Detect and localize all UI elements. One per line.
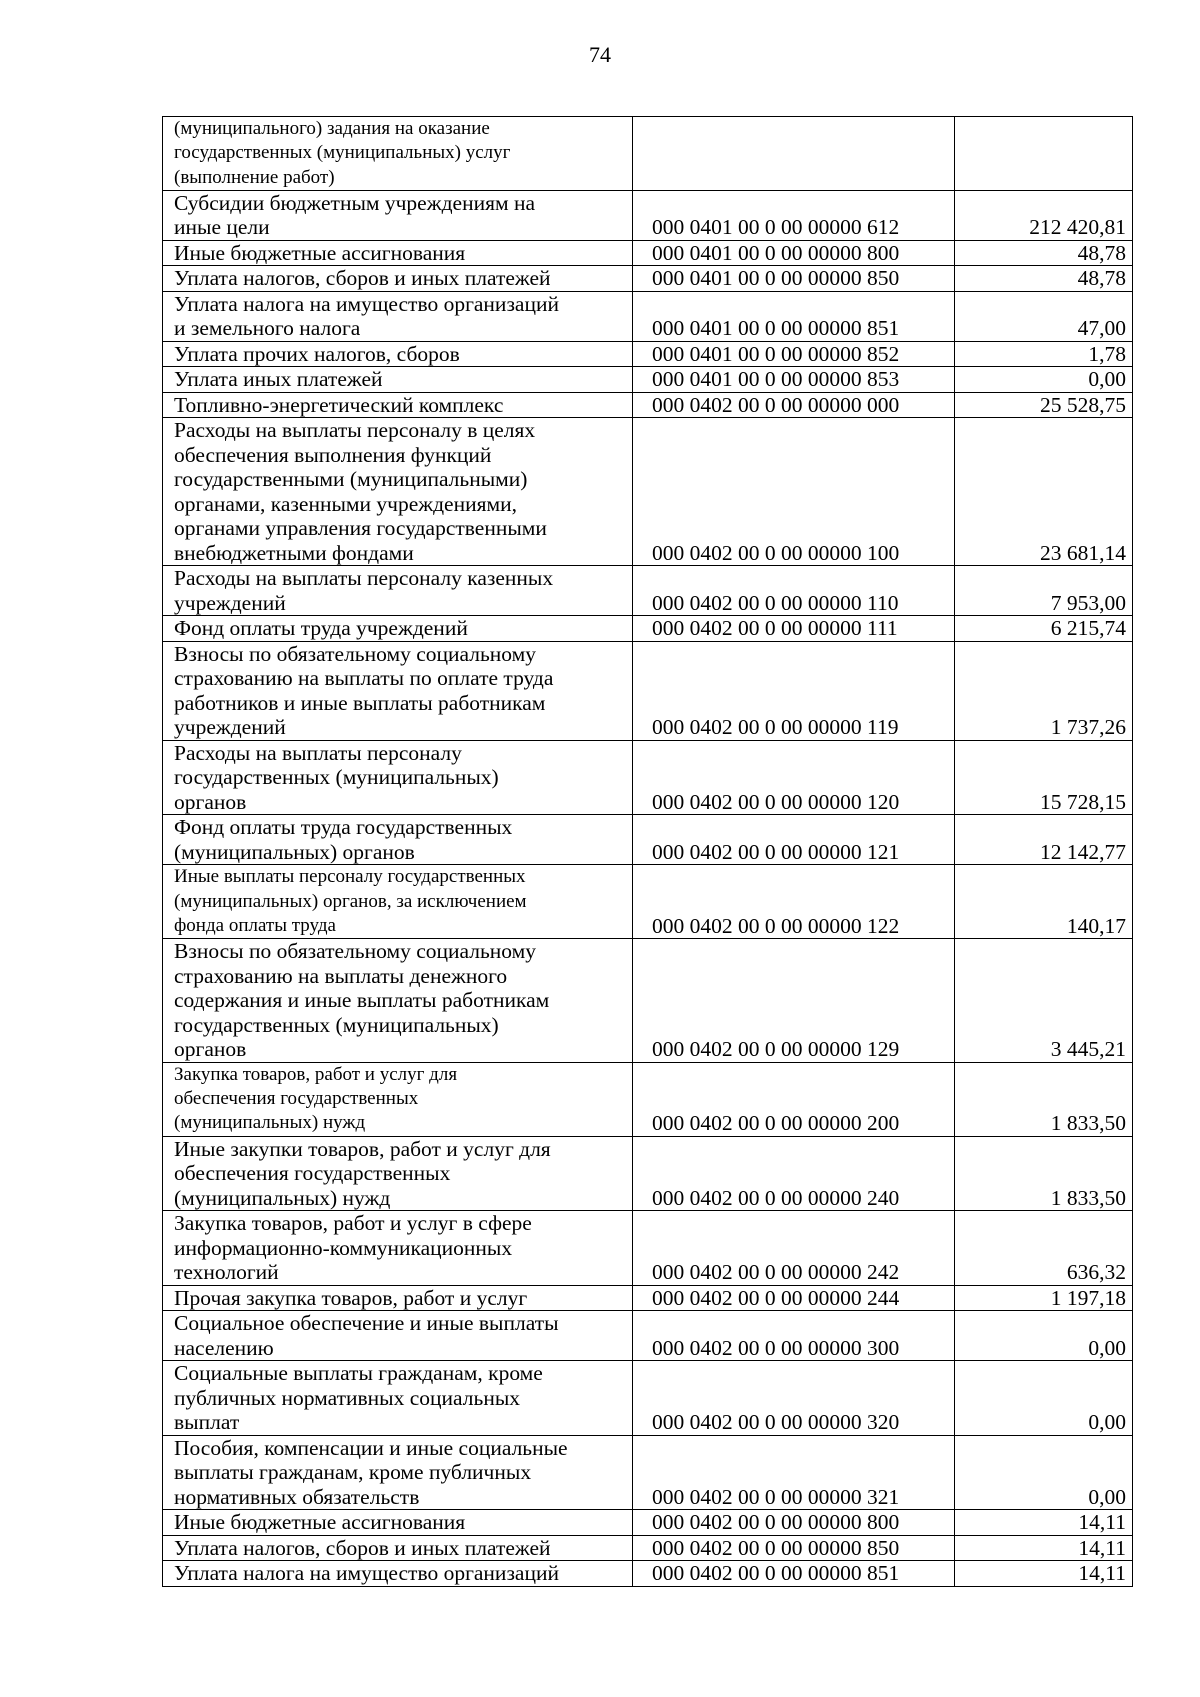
expense-name-cell: Расходы на выплаты персоналу государственных (муниципальных) органов <box>163 740 633 815</box>
expense-name-cell: Уплата прочих налогов, сборов <box>163 341 633 367</box>
budget-code-cell: 000 0402 00 0 00 00000 300 <box>633 1311 955 1361</box>
amount-cell: 1 833,50 <box>955 1062 1133 1136</box>
expense-name-cell: Расходы на выплаты персоналу казенных учреждений <box>163 566 633 616</box>
table-row <box>163 392 1133 418</box>
table-row <box>163 341 1133 367</box>
table-row <box>163 1361 1133 1436</box>
amount-cell: 636,32 <box>955 1211 1133 1286</box>
amount-cell: 140,17 <box>955 865 1133 939</box>
expense-name-cell: Пособия, компенсации и иные социальные выплаты гражданам, кроме публичных нормативных обязательств <box>163 1435 633 1510</box>
expense-name-cell: Иные бюджетные ассигнования <box>163 240 633 266</box>
table-row <box>163 1435 1133 1510</box>
budget-code-cell: 000 0402 00 0 00 00000 122 <box>633 865 955 939</box>
table-row <box>163 291 1133 341</box>
amount-cell: 0,00 <box>955 367 1133 393</box>
expense-name-cell: Взносы по обязательному социальному страхованию на выплаты денежного содержания и иные выплаты работникам государственных (муниципальных) органов <box>163 939 633 1063</box>
amount-cell: 1,78 <box>955 341 1133 367</box>
budget-code-cell: 000 0401 00 0 00 00000 852 <box>633 341 955 367</box>
expense-name-cell: Социальные выплаты гражданам, кроме публичных нормативных социальных выплат <box>163 1361 633 1436</box>
table-row <box>163 1311 1133 1361</box>
budget-code-cell: 000 0402 00 0 00 00000 119 <box>633 641 955 740</box>
table-row <box>163 117 1133 191</box>
budget-code-cell: 000 0401 00 0 00 00000 800 <box>633 240 955 266</box>
amount-cell <box>955 117 1133 191</box>
amount-cell: 23 681,14 <box>955 418 1133 566</box>
amount-cell: 0,00 <box>955 1361 1133 1436</box>
table-row <box>163 1285 1133 1311</box>
table-row <box>163 367 1133 393</box>
budget-code-cell: 000 0401 00 0 00 00000 851 <box>633 291 955 341</box>
budget-code-cell: 000 0402 00 0 00 00000 111 <box>633 616 955 642</box>
amount-cell: 15 728,15 <box>955 740 1133 815</box>
budget-code-cell: 000 0401 00 0 00 00000 853 <box>633 367 955 393</box>
amount-cell: 48,78 <box>955 240 1133 266</box>
table-row <box>163 1561 1133 1587</box>
budget-code-cell: 000 0402 00 0 00 00000 244 <box>633 1285 955 1311</box>
expense-name-cell: Фонд оплаты труда учреждений <box>163 616 633 642</box>
budget-code-cell: 000 0402 00 0 00 00000 100 <box>633 418 955 566</box>
expense-name-cell: Уплата налога на имущество организаций и земельного налога <box>163 291 633 341</box>
amount-cell: 0,00 <box>955 1311 1133 1361</box>
amount-cell: 14,11 <box>955 1510 1133 1536</box>
table-row <box>163 1510 1133 1536</box>
budget-code-cell: 000 0402 00 0 00 00000 200 <box>633 1062 955 1136</box>
expense-name-cell: Уплата налога на имущество организаций <box>163 1561 633 1587</box>
budget-code-cell: 000 0401 00 0 00 00000 850 <box>633 266 955 292</box>
table-row <box>163 240 1133 266</box>
amount-cell: 12 142,77 <box>955 815 1133 865</box>
expense-name-cell: Взносы по обязательному социальному страхованию на выплаты по оплате труда работников и иные выплаты работникам учреждений <box>163 641 633 740</box>
table-row <box>163 1535 1133 1561</box>
budget-code-cell: 000 0402 00 0 00 00000 240 <box>633 1136 955 1211</box>
amount-cell: 7 953,00 <box>955 566 1133 616</box>
table-row <box>163 939 1133 1063</box>
budget-code-cell: 000 0402 00 0 00 00000 110 <box>633 566 955 616</box>
table-row <box>163 418 1133 566</box>
budget-code-cell: 000 0402 00 0 00 00000 120 <box>633 740 955 815</box>
expense-name-cell: Уплата иных платежей <box>163 367 633 393</box>
table-row <box>163 1211 1133 1286</box>
table-row <box>163 1136 1133 1211</box>
expense-name-cell: Закупка товаров, работ и услуг для обеспечения государственных (муниципальных) нужд <box>163 1062 633 1136</box>
table-row <box>163 616 1133 642</box>
expense-name-cell: Иные выплаты персоналу государственных (муниципальных) органов, за исключением фонда оплаты труда <box>163 865 633 939</box>
budget-code-cell: 000 0402 00 0 00 00000 850 <box>633 1535 955 1561</box>
expense-name-cell: Иные закупки товаров, работ и услуг для обеспечения государственных (муниципальных) нужд <box>163 1136 633 1211</box>
table-row <box>163 865 1133 939</box>
expense-name-cell: Иные бюджетные ассигнования <box>163 1510 633 1536</box>
expense-name-cell: (муниципального) задания на оказание государственных (муниципальных) услуг (выполнение работ) <box>163 117 633 191</box>
budget-code-cell: 000 0402 00 0 00 00000 321 <box>633 1435 955 1510</box>
amount-cell: 212 420,81 <box>955 190 1133 240</box>
amount-cell: 14,11 <box>955 1535 1133 1561</box>
budget-code-cell: 000 0402 00 0 00 00000 129 <box>633 939 955 1063</box>
expense-name-cell: Субсидии бюджетным учреждениям на иные цели <box>163 190 633 240</box>
amount-cell: 48,78 <box>955 266 1133 292</box>
expense-name-cell: Закупка товаров, работ и услуг в сфере информационно-коммуникационных технологий <box>163 1211 633 1286</box>
budget-code-cell: 000 0402 00 0 00 00000 320 <box>633 1361 955 1436</box>
budget-table-body <box>163 117 1133 1587</box>
budget-code-cell <box>633 117 955 191</box>
amount-cell: 1 197,18 <box>955 1285 1133 1311</box>
table-row <box>163 190 1133 240</box>
budget-code-cell: 000 0401 00 0 00 00000 612 <box>633 190 955 240</box>
page-number: 74 <box>589 42 611 67</box>
table-row <box>163 740 1133 815</box>
budget-code-cell: 000 0402 00 0 00 00000 121 <box>633 815 955 865</box>
table-row <box>163 1062 1133 1136</box>
amount-cell: 25 528,75 <box>955 392 1133 418</box>
amount-cell: 6 215,74 <box>955 616 1133 642</box>
budget-code-cell: 000 0402 00 0 00 00000 242 <box>633 1211 955 1286</box>
budget-code-cell: 000 0402 00 0 00 00000 800 <box>633 1510 955 1536</box>
expense-name-cell: Социальное обеспечение и иные выплаты населению <box>163 1311 633 1361</box>
table-row <box>163 566 1133 616</box>
expense-name-cell: Фонд оплаты труда государственных (муниципальных) органов <box>163 815 633 865</box>
table-row <box>163 815 1133 865</box>
amount-cell: 47,00 <box>955 291 1133 341</box>
budget-code-cell: 000 0402 00 0 00 00000 000 <box>633 392 955 418</box>
expense-name-cell: Топливно-энергетический комплекс <box>163 392 633 418</box>
amount-cell: 14,11 <box>955 1561 1133 1587</box>
amount-cell: 1 737,26 <box>955 641 1133 740</box>
budget-code-cell: 000 0402 00 0 00 00000 851 <box>633 1561 955 1587</box>
table-row <box>163 641 1133 740</box>
amount-cell: 0,00 <box>955 1435 1133 1510</box>
amount-cell: 3 445,21 <box>955 939 1133 1063</box>
table-row <box>163 266 1133 292</box>
expense-name-cell: Расходы на выплаты персоналу в целях обеспечения выполнения функций государственными (муниципальными) органами, казенными учреждениями, органами управления государственными внебюджетными фондами <box>163 418 633 566</box>
expense-name-cell: Прочая закупка товаров, работ и услуг <box>163 1285 633 1311</box>
budget-table <box>162 116 1133 1587</box>
expense-name-cell: Уплата налогов, сборов и иных платежей <box>163 266 633 292</box>
amount-cell: 1 833,50 <box>955 1136 1133 1211</box>
expense-name-cell: Уплата налогов, сборов и иных платежей <box>163 1535 633 1561</box>
